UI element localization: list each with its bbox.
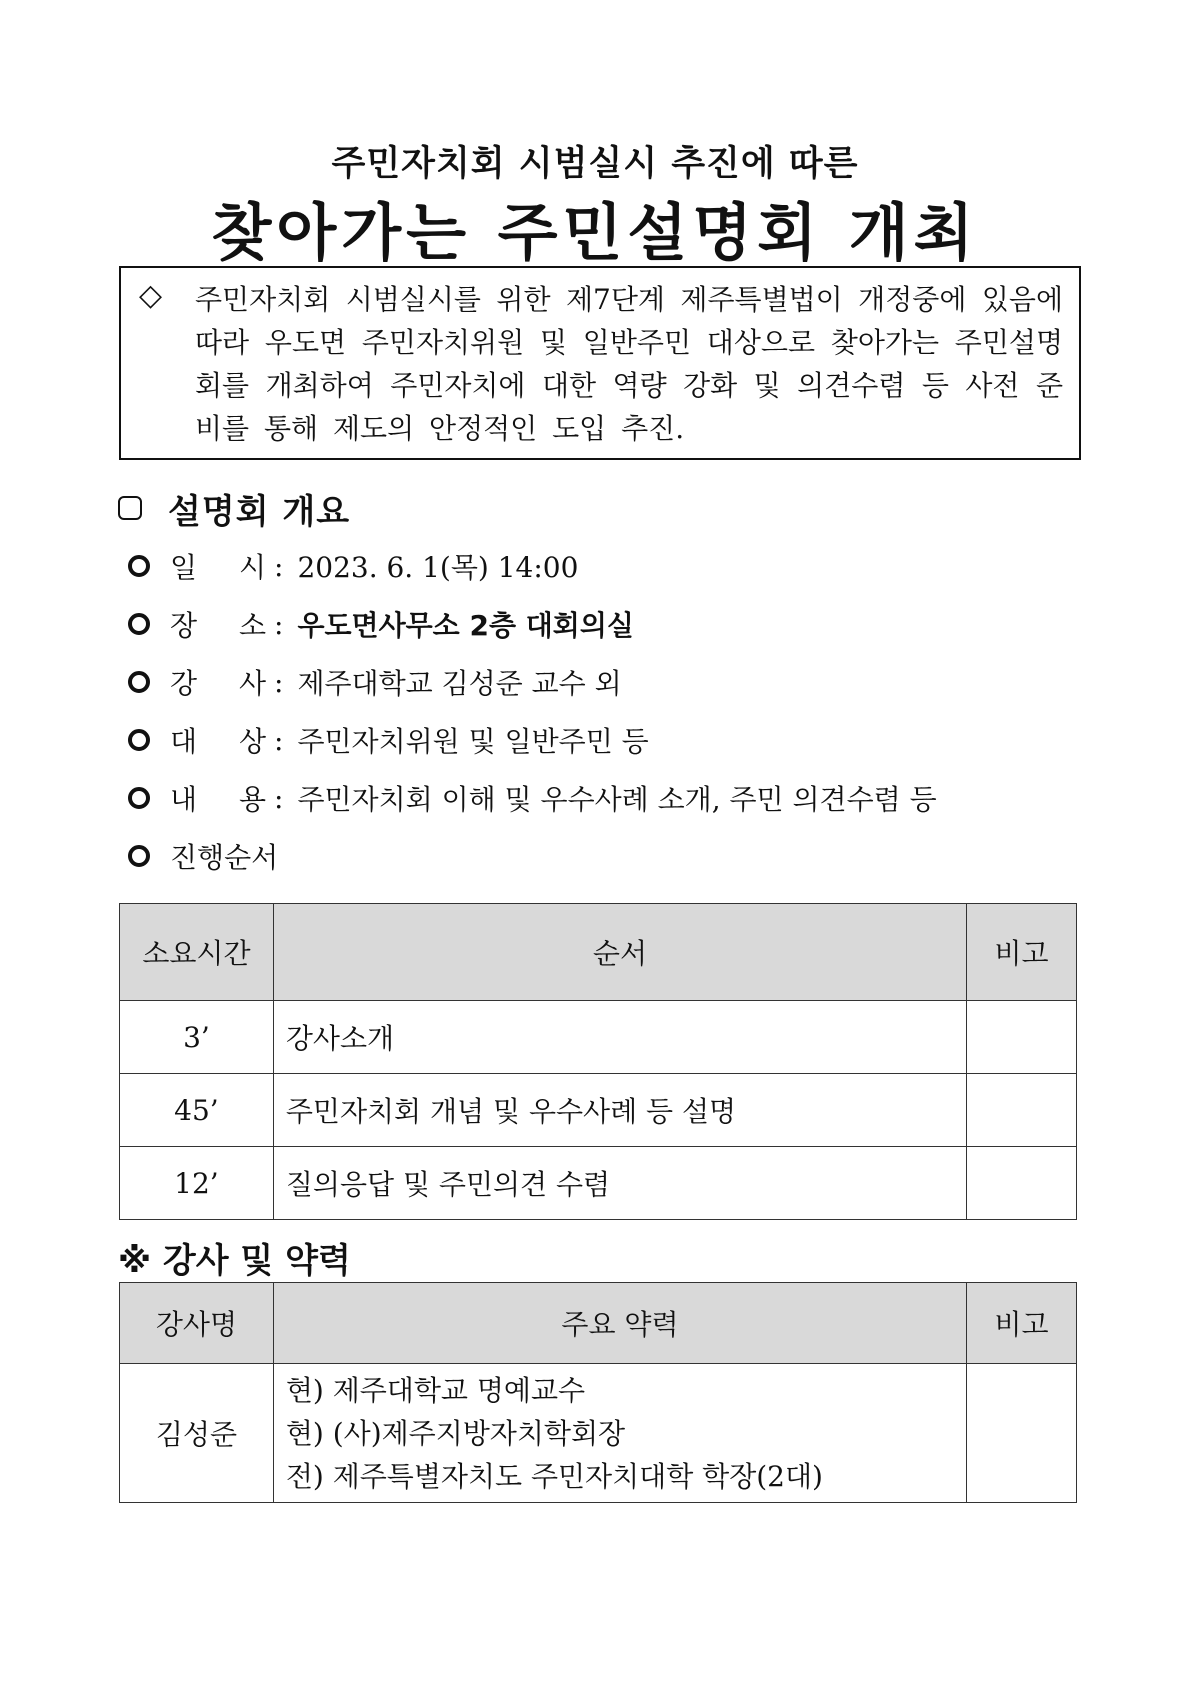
table-row — [120, 1074, 1077, 1147]
bullet-circle-icon — [128, 729, 150, 751]
document-title: 찾아가는 주민설명회 개최 — [211, 196, 979, 269]
column-header: 비고 — [967, 904, 1077, 1001]
table-header-row — [120, 904, 1077, 1001]
summary-text: 주민자치회 시범실시를 위한 제7단계 제주특별법이 개정중에 있음에 따라 우도면 주민자치위원 및 일반주민 대상으로 찾아가는 주민설명회를 개최하여 주민자치에 대한 역량 강화 및 의견수렴 등 사전 준비를 통해 제도의 안정적인 도입 추진. — [195, 283, 1063, 445]
detail-label: 내 용 — [170, 783, 266, 816]
detail-value: 주민자치위원 및 일반주민 등 — [297, 725, 649, 758]
career-item: 전) 제주특별자치도 주민자치대학 학장(2대) — [285, 1459, 823, 1493]
section-title: 설명회 개요 — [168, 491, 351, 532]
time-cell: 45’ — [120, 1074, 274, 1147]
detail-value: 주민자치회 이해 및 우수사례 소개, 주민 의견수렴 등 — [297, 783, 937, 816]
detail-label: 진행순서 — [170, 841, 279, 874]
detail-item-datetime: 일 시 : 2023. 6. 1(목) 14:00 — [128, 546, 578, 586]
detail-value: 우도면사무소 2층 대회의실 — [297, 609, 634, 642]
bullet-circle-icon — [128, 845, 150, 867]
table-header-row — [120, 1283, 1077, 1364]
note-cell — [967, 1001, 1077, 1074]
column-header: 소요시간 — [120, 904, 274, 1001]
schedule-table — [119, 903, 1077, 1220]
table-row — [120, 1147, 1077, 1220]
detail-label: 강 사 — [170, 667, 266, 700]
item-cell: 질의응답 및 주민의견 수렴 — [273, 1147, 966, 1220]
table-row — [120, 1364, 1077, 1503]
item-cell: 강사소개 — [273, 1001, 966, 1074]
bullet-circle-icon — [128, 555, 150, 577]
column-header: 주요 약력 — [273, 1283, 966, 1364]
document-subtitle: 주민자치회 시범실시 추진에 따른 — [331, 144, 859, 184]
career-item: 현) (사)제주지방자치학회장 — [285, 1416, 626, 1450]
summary-box — [119, 266, 1081, 460]
detail-item-progress-order — [128, 836, 278, 876]
bullet-circle-icon — [128, 671, 150, 693]
detail-value: 2023. 6. 1(목) 14:00 — [297, 551, 579, 584]
bullet-circle-icon — [128, 787, 150, 809]
item-cell: 주민자치회 개념 및 우수사례 등 설명 — [273, 1074, 966, 1147]
column-header: 비고 — [967, 1283, 1077, 1364]
detail-label: 장 소 — [170, 609, 266, 642]
note-cell — [967, 1364, 1077, 1503]
note-cell — [967, 1147, 1077, 1220]
column-header: 순서 — [273, 904, 966, 1001]
detail-item-lecturer: 강 사 : 제주대학교 김성준 교수 외 — [128, 662, 622, 702]
diamond-icon: ◇ — [139, 278, 163, 313]
career-cell — [273, 1364, 966, 1503]
detail-item-audience: 대 상 : 주민자치위원 및 일반주민 등 — [128, 720, 649, 760]
section-heading — [118, 486, 350, 530]
detail-item-venue: 장 소 : 우도면사무소 2층 대회의실 — [128, 604, 634, 644]
detail-value: 제주대학교 김성준 교수 외 — [297, 667, 622, 700]
table-row — [120, 1001, 1077, 1074]
detail-item-content: 내 용 : 주민자치회 이해 및 우수사례 소개, 주민 의견수렴 등 — [128, 778, 937, 818]
bullet-circle-icon — [128, 613, 150, 635]
column-header: 강사명 — [120, 1283, 274, 1364]
detail-label: 대 상 — [170, 725, 266, 758]
lecturer-table — [119, 1282, 1077, 1503]
checkbox-icon — [118, 496, 142, 520]
lecturer-name-cell: 김성준 — [120, 1364, 274, 1503]
note-cell — [967, 1074, 1077, 1147]
time-cell: 12’ — [120, 1147, 274, 1220]
career-item: 현) 제주대학교 명예교수 — [285, 1373, 586, 1407]
detail-label: 일 시 — [170, 551, 266, 584]
time-cell: 3’ — [120, 1001, 274, 1074]
lecturer-section-title: ※ 강사 및 약력 — [118, 1241, 351, 1281]
